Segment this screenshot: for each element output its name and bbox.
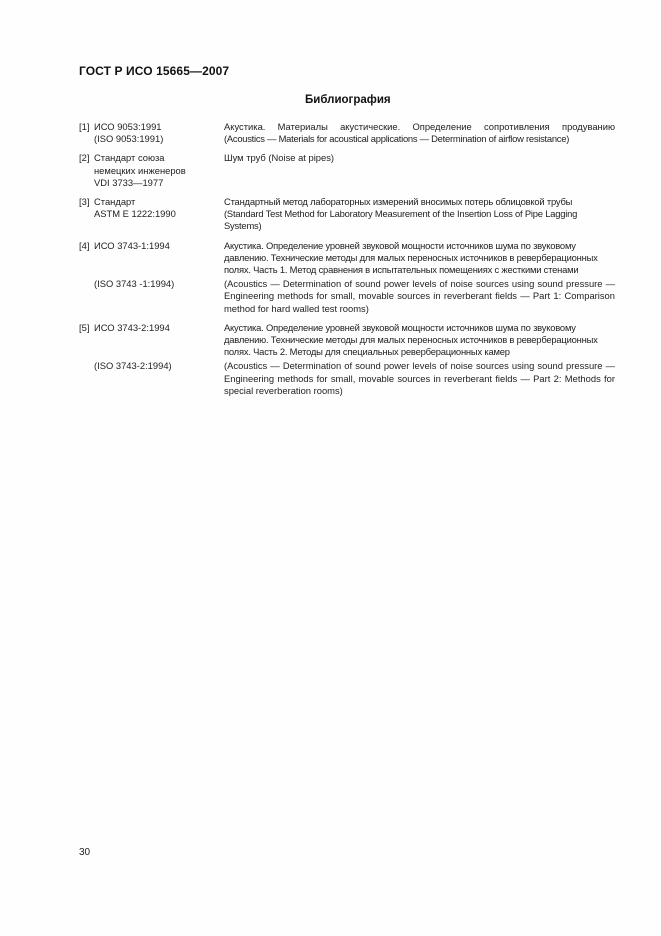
section-title: Библиография <box>305 94 391 106</box>
entry-title-ru: Акустика. Материалы акустические. Определение сопротивления продуванию <box>224 121 615 132</box>
entry-number: [4] <box>79 239 90 251</box>
entry-title-ru: Акустика. Определение уровней звуковой мощности источников шума по звуковому давлению. Технические методы для малых переносных источников в реверберационных полях. Часть 1. Метод сравнения в испытательных помещениях с жесткими стенами <box>224 239 598 276</box>
entry-number: [2] <box>79 152 90 164</box>
entry-number: [5] <box>79 321 90 333</box>
entry-reference-en: (ISO 9053:1991) <box>94 133 164 145</box>
entry-reference-en: (ISO 3743-2:1994) <box>94 360 172 372</box>
entry-reference-line: Стандарт <box>94 196 136 208</box>
entry-title-ru: Стандартный метод лабораторных измерений вносимых потерь облицовкой трубы <box>224 196 573 208</box>
entry-reference-line: немецких инженеров <box>94 164 186 176</box>
entry-title-en: (Acoustics — Materials for acoustical applications — Determination of airflow resistance) <box>224 133 570 145</box>
entry-number: [1] <box>79 121 90 132</box>
bibliography-list <box>79 121 615 404</box>
entry-title-en: (Acoustics — Determination of sound power levels of noise sources using sound pressure — Engineering methods for small, movable sources in reverberant fields — Part 1: Comparison method for hard walled test rooms) <box>224 278 615 314</box>
bibliography-entry-2 <box>79 152 615 189</box>
entry-reference-line: VDI 3733—1977 <box>94 176 164 188</box>
bibliography-entry-5 <box>79 322 615 397</box>
entry-reference-line: Стандарт союза <box>94 152 165 164</box>
entry-reference-line: ASTM E 1222:1990 <box>94 208 176 220</box>
entry-reference-ru: ИСО 3743-2:1994 <box>94 321 170 333</box>
document-standard-header: ГОСТ Р ИСО 15665—2007 <box>79 64 230 78</box>
bibliography-entry-4 <box>79 240 615 315</box>
bibliography-entry-1 <box>79 121 615 145</box>
page-number: 30 <box>79 847 91 858</box>
entry-title-ru: Акустика. Определение уровней звуковой мощности источников шума по звуковому давлению. Технические методы для малых переносных источников в реверберационных полях. Часть 2. Методы для специальных реверберационных камер <box>224 321 598 358</box>
entry-reference-ru: ИСО 3743-1:1994 <box>94 239 170 251</box>
entry-reference-en: (ISO 3743 -1:1994) <box>94 278 175 290</box>
bibliography-entry-3 <box>79 196 615 233</box>
entry-title-en: (Acoustics — Determination of sound power levels of noise sources using sound pressure — Engineering methods for small, movable sources in reverberant fields — Part 2: Methods for special reverberation rooms) <box>224 360 615 396</box>
entry-number: [3] <box>79 196 90 208</box>
entry-title: Шум труб (Noise at pipes) <box>224 152 335 164</box>
entry-title-en: (Standard Test Method for Laboratory Measurement of the Insertion Loss of Pipe Lagging Systems) <box>224 208 578 232</box>
entry-reference-ru: ИСО 9053:1991 <box>94 121 162 132</box>
